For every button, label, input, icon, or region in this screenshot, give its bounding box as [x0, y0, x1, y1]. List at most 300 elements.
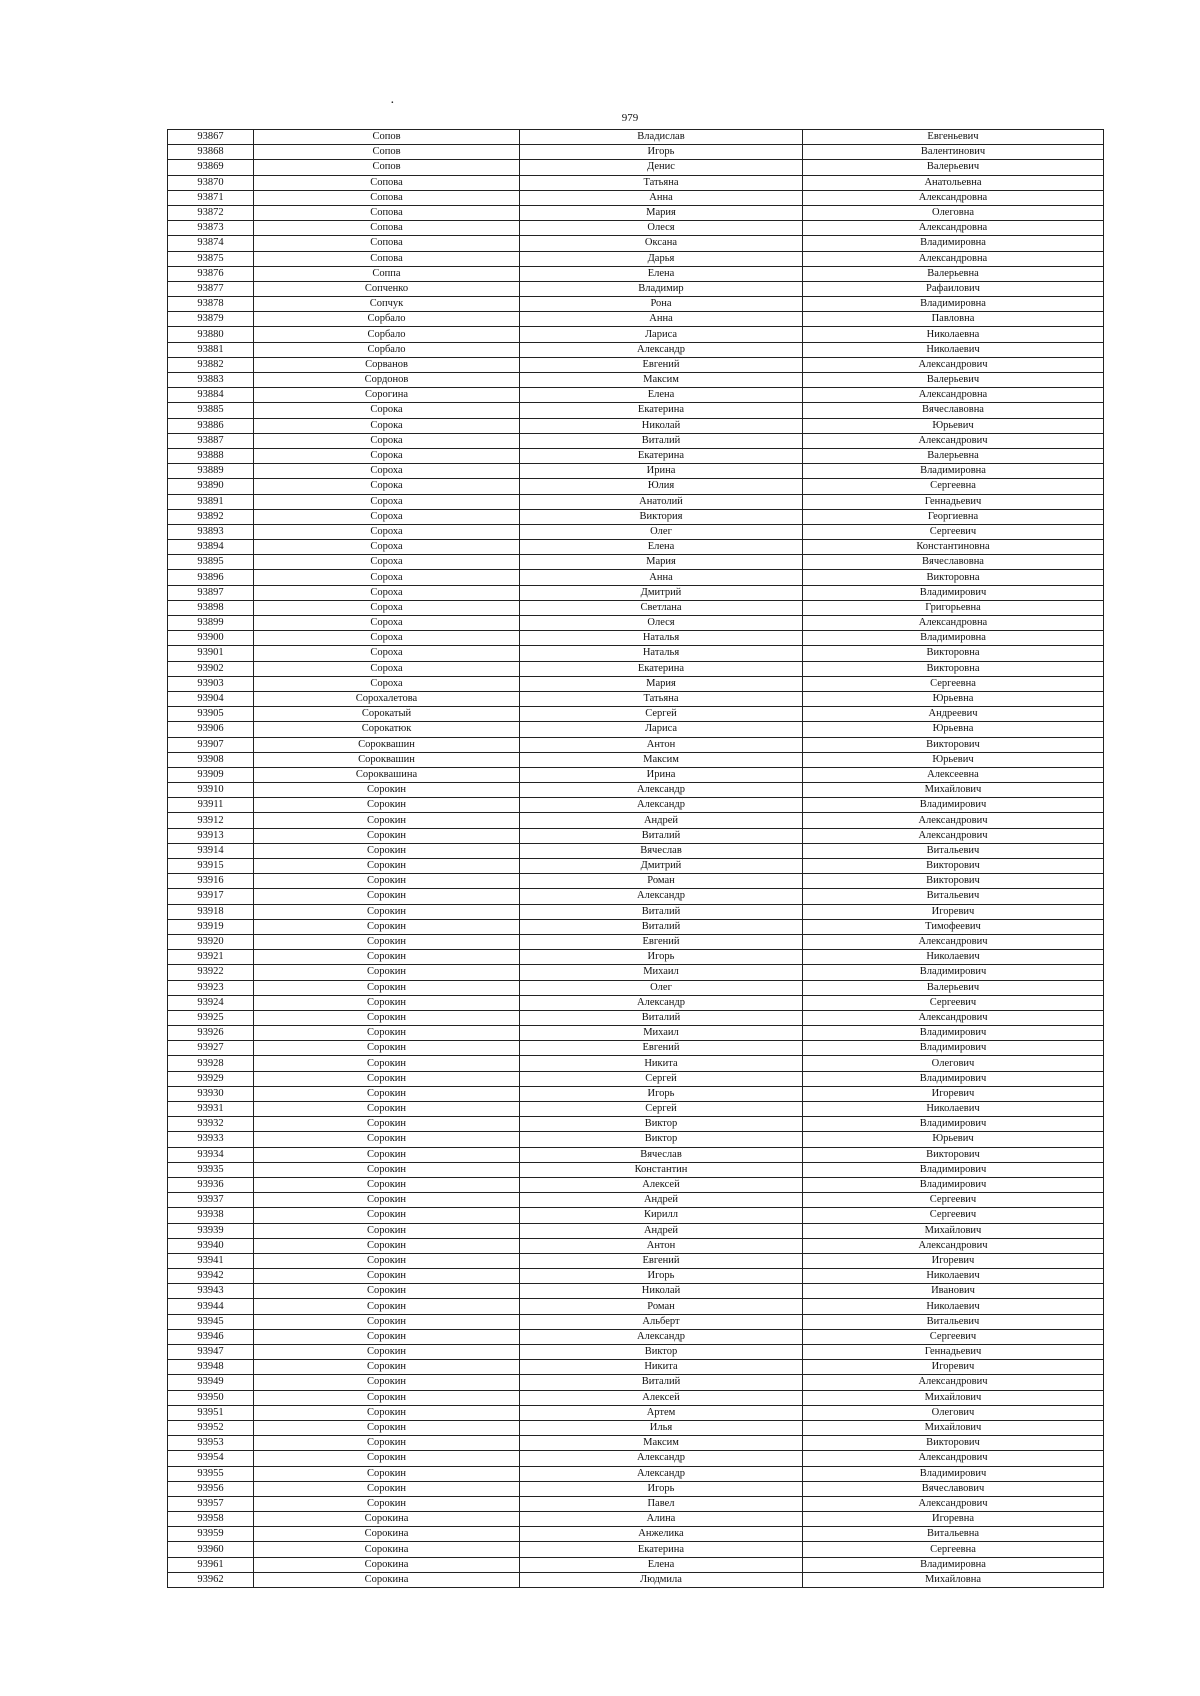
table-row	[168, 965, 1104, 980]
record-number-cell: 93913	[168, 828, 254, 843]
record-number-cell: 93909	[168, 767, 254, 782]
table-row	[168, 342, 1104, 357]
first-name-cell: Никита	[520, 1056, 803, 1071]
table-row	[168, 859, 1104, 874]
record-number-cell: 93901	[168, 646, 254, 661]
record-number-cell: 93868	[168, 145, 254, 160]
table-row	[168, 312, 1104, 327]
table-row	[168, 205, 1104, 220]
patronymic-cell: Владимирович	[803, 1466, 1104, 1481]
table-row	[168, 1269, 1104, 1284]
last-name-cell: Сорокин	[254, 798, 520, 813]
record-number-cell: 93886	[168, 418, 254, 433]
patronymic-cell: Олеговна	[803, 205, 1104, 220]
patronymic-cell: Игоревич	[803, 1086, 1104, 1101]
last-name-cell: Сорокин	[254, 934, 520, 949]
patronymic-cell: Владимирович	[803, 1177, 1104, 1192]
patronymic-cell: Александрович	[803, 813, 1104, 828]
patronymic-cell: Павловна	[803, 312, 1104, 327]
first-name-cell: Виктория	[520, 509, 803, 524]
record-number-cell: 93890	[168, 479, 254, 494]
table-row	[168, 1299, 1104, 1314]
last-name-cell: Сопова	[254, 251, 520, 266]
patronymic-cell: Александрович	[803, 1451, 1104, 1466]
patronymic-cell: Валерьевич	[803, 373, 1104, 388]
patronymic-cell: Александрович	[803, 1010, 1104, 1025]
record-number-cell: 93919	[168, 919, 254, 934]
first-name-cell: Сергей	[520, 1071, 803, 1086]
record-number-cell: 93925	[168, 1010, 254, 1025]
table-row	[168, 130, 1104, 145]
first-name-cell: Людмила	[520, 1572, 803, 1587]
first-name-cell: Ирина	[520, 464, 803, 479]
patronymic-cell: Михайлович	[803, 783, 1104, 798]
patronymic-cell: Евгеньевич	[803, 130, 1104, 145]
last-name-cell: Сорокин	[254, 1223, 520, 1238]
table-row	[168, 464, 1104, 479]
first-name-cell: Екатерина	[520, 448, 803, 463]
first-name-cell: Игорь	[520, 145, 803, 160]
patronymic-cell: Валерьевич	[803, 160, 1104, 175]
record-number-cell: 93940	[168, 1238, 254, 1253]
table-row	[168, 950, 1104, 965]
table-row	[168, 980, 1104, 995]
record-number-cell: 93920	[168, 934, 254, 949]
record-number-cell: 93885	[168, 403, 254, 418]
last-name-cell: Сорокин	[254, 1329, 520, 1344]
last-name-cell: Сорокин	[254, 1496, 520, 1511]
patronymic-cell: Витальевна	[803, 1527, 1104, 1542]
table-row	[168, 889, 1104, 904]
patronymic-cell: Владимировна	[803, 464, 1104, 479]
table-row	[168, 1527, 1104, 1542]
last-name-cell: Сорокин	[254, 813, 520, 828]
last-name-cell: Сорокин	[254, 1405, 520, 1420]
first-name-cell: Вячеслав	[520, 843, 803, 858]
first-name-cell: Альберт	[520, 1314, 803, 1329]
patronymic-cell: Валерьевич	[803, 980, 1104, 995]
first-name-cell: Максим	[520, 373, 803, 388]
patronymic-cell: Сергеевич	[803, 1193, 1104, 1208]
table-row	[168, 934, 1104, 949]
record-number-cell: 93947	[168, 1345, 254, 1360]
table-row	[168, 1329, 1104, 1344]
table-row	[168, 1026, 1104, 1041]
last-name-cell: Сорокин	[254, 1420, 520, 1435]
record-number-cell: 93955	[168, 1466, 254, 1481]
record-number-cell: 93953	[168, 1436, 254, 1451]
record-number-cell: 93962	[168, 1572, 254, 1587]
patronymic-cell: Валерьевна	[803, 266, 1104, 281]
patronymic-cell: Александровна	[803, 388, 1104, 403]
first-name-cell: Ирина	[520, 767, 803, 782]
first-name-cell: Александр	[520, 798, 803, 813]
last-name-cell: Сороквашина	[254, 767, 520, 782]
last-name-cell: Сорокин	[254, 950, 520, 965]
table-row	[168, 1405, 1104, 1420]
patronymic-cell: Владимирович	[803, 1026, 1104, 1041]
table-row	[168, 524, 1104, 539]
first-name-cell: Александр	[520, 995, 803, 1010]
patronymic-cell: Александрович	[803, 433, 1104, 448]
patronymic-cell: Викторовна	[803, 646, 1104, 661]
last-name-cell: Сорванов	[254, 357, 520, 372]
patronymic-cell: Викторович	[803, 1147, 1104, 1162]
patronymic-cell: Сергеевна	[803, 479, 1104, 494]
last-name-cell: Сопова	[254, 190, 520, 205]
table-row	[168, 373, 1104, 388]
first-name-cell: Максим	[520, 752, 803, 767]
record-number-cell: 93871	[168, 190, 254, 205]
last-name-cell: Сорокина	[254, 1572, 520, 1587]
record-number-cell: 93878	[168, 297, 254, 312]
record-number-cell: 93942	[168, 1269, 254, 1284]
first-name-cell: Дмитрий	[520, 859, 803, 874]
last-name-cell: Сорокатый	[254, 707, 520, 722]
last-name-cell: Сорока	[254, 433, 520, 448]
record-number-cell: 93923	[168, 980, 254, 995]
first-name-cell: Михаил	[520, 1026, 803, 1041]
record-number-cell: 93914	[168, 843, 254, 858]
patronymic-cell: Сергеевич	[803, 995, 1104, 1010]
last-name-cell: Сорокина	[254, 1527, 520, 1542]
last-name-cell: Сороха	[254, 676, 520, 691]
names-table	[167, 129, 1104, 1588]
first-name-cell: Владимир	[520, 281, 803, 296]
first-name-cell: Олег	[520, 524, 803, 539]
table-row	[168, 798, 1104, 813]
record-number-cell: 93960	[168, 1542, 254, 1557]
table-row	[168, 1177, 1104, 1192]
table-row	[168, 1572, 1104, 1587]
first-name-cell: Константин	[520, 1162, 803, 1177]
first-name-cell: Роман	[520, 1299, 803, 1314]
last-name-cell: Сороха	[254, 509, 520, 524]
first-name-cell: Лариса	[520, 722, 803, 737]
first-name-cell: Евгений	[520, 1253, 803, 1268]
last-name-cell: Сорокин	[254, 1071, 520, 1086]
last-name-cell: Сопова	[254, 175, 520, 190]
first-name-cell: Мария	[520, 555, 803, 570]
first-name-cell: Игорь	[520, 1086, 803, 1101]
table-row	[168, 509, 1104, 524]
record-number-cell: 93945	[168, 1314, 254, 1329]
table-row	[168, 1056, 1104, 1071]
first-name-cell: Антон	[520, 1238, 803, 1253]
table-row	[168, 1117, 1104, 1132]
first-name-cell: Павел	[520, 1496, 803, 1511]
record-number-cell: 93867	[168, 130, 254, 145]
record-number-cell: 93911	[168, 798, 254, 813]
first-name-cell: Анна	[520, 312, 803, 327]
patronymic-cell: Николаевич	[803, 950, 1104, 965]
last-name-cell: Сопова	[254, 221, 520, 236]
patronymic-cell: Сергеевна	[803, 1542, 1104, 1557]
patronymic-cell: Юрьевич	[803, 418, 1104, 433]
patronymic-cell: Олегович	[803, 1405, 1104, 1420]
last-name-cell: Сорокин	[254, 889, 520, 904]
record-number-cell: 93954	[168, 1451, 254, 1466]
table-row	[168, 1481, 1104, 1496]
record-number-cell: 93943	[168, 1284, 254, 1299]
record-number-cell: 93950	[168, 1390, 254, 1405]
first-name-cell: Елена	[520, 388, 803, 403]
record-number-cell: 93877	[168, 281, 254, 296]
first-name-cell: Дарья	[520, 251, 803, 266]
patronymic-cell: Михайловна	[803, 1572, 1104, 1587]
record-number-cell: 93908	[168, 752, 254, 767]
patronymic-cell: Вячеславович	[803, 1481, 1104, 1496]
record-number-cell: 93938	[168, 1208, 254, 1223]
record-number-cell: 93876	[168, 266, 254, 281]
table-row	[168, 1360, 1104, 1375]
last-name-cell: Сорокин	[254, 828, 520, 843]
last-name-cell: Сорокин	[254, 1451, 520, 1466]
first-name-cell: Игорь	[520, 1269, 803, 1284]
table-row	[168, 1466, 1104, 1481]
last-name-cell: Сопчук	[254, 297, 520, 312]
first-name-cell: Николай	[520, 1284, 803, 1299]
patronymic-cell: Владимировна	[803, 297, 1104, 312]
table-row	[168, 1314, 1104, 1329]
patronymic-cell: Владимировна	[803, 236, 1104, 251]
last-name-cell: Сорокин	[254, 1269, 520, 1284]
patronymic-cell: Валентинович	[803, 145, 1104, 160]
table-row	[168, 1390, 1104, 1405]
record-number-cell: 93928	[168, 1056, 254, 1071]
table-row	[168, 160, 1104, 175]
table-row	[168, 616, 1104, 631]
table-row	[168, 1223, 1104, 1238]
first-name-cell: Сергей	[520, 1102, 803, 1117]
last-name-cell: Сорокатюк	[254, 722, 520, 737]
first-name-cell: Роман	[520, 874, 803, 889]
first-name-cell: Никита	[520, 1360, 803, 1375]
table-row	[168, 737, 1104, 752]
last-name-cell: Сорока	[254, 479, 520, 494]
first-name-cell: Евгений	[520, 357, 803, 372]
last-name-cell: Сорокин	[254, 919, 520, 934]
last-name-cell: Сорокин	[254, 1177, 520, 1192]
patronymic-cell: Викторовна	[803, 570, 1104, 585]
table-row	[168, 691, 1104, 706]
record-number-cell: 93894	[168, 540, 254, 555]
first-name-cell: Олеся	[520, 221, 803, 236]
record-number-cell: 93874	[168, 236, 254, 251]
record-number-cell: 93957	[168, 1496, 254, 1511]
record-number-cell: 93932	[168, 1117, 254, 1132]
patronymic-cell: Александрович	[803, 357, 1104, 372]
record-number-cell: 93884	[168, 388, 254, 403]
table-row	[168, 479, 1104, 494]
record-number-cell: 93958	[168, 1512, 254, 1527]
first-name-cell: Виктор	[520, 1345, 803, 1360]
record-number-cell: 93961	[168, 1557, 254, 1572]
table-row	[168, 828, 1104, 843]
patronymic-cell: Владимирович	[803, 965, 1104, 980]
last-name-cell: Сорбало	[254, 342, 520, 357]
table-row	[168, 783, 1104, 798]
table-row	[168, 874, 1104, 889]
record-number-cell: 93888	[168, 448, 254, 463]
last-name-cell: Сороха	[254, 631, 520, 646]
last-name-cell: Сорокин	[254, 1360, 520, 1375]
last-name-cell: Сордонов	[254, 373, 520, 388]
table-row	[168, 752, 1104, 767]
record-number-cell: 93896	[168, 570, 254, 585]
patronymic-cell: Николаевич	[803, 1299, 1104, 1314]
table-row	[168, 1420, 1104, 1435]
last-name-cell: Сорохалетова	[254, 691, 520, 706]
record-number-cell: 93879	[168, 312, 254, 327]
first-name-cell: Илья	[520, 1420, 803, 1435]
patronymic-cell: Владимировна	[803, 1557, 1104, 1572]
first-name-cell: Алексей	[520, 1177, 803, 1192]
table-row	[168, 540, 1104, 555]
last-name-cell: Сороха	[254, 585, 520, 600]
patronymic-cell: Владимирович	[803, 585, 1104, 600]
table-row	[168, 1436, 1104, 1451]
last-name-cell: Сорокин	[254, 1208, 520, 1223]
first-name-cell: Елена	[520, 1557, 803, 1572]
first-name-cell: Евгений	[520, 934, 803, 949]
patronymic-cell: Григорьевна	[803, 600, 1104, 615]
patronymic-cell: Николаевич	[803, 1269, 1104, 1284]
patronymic-cell: Александровна	[803, 190, 1104, 205]
first-name-cell: Лариса	[520, 327, 803, 342]
table-row	[168, 919, 1104, 934]
table-row	[168, 767, 1104, 782]
table-row	[168, 281, 1104, 296]
first-name-cell: Наталья	[520, 631, 803, 646]
first-name-cell: Александр	[520, 1329, 803, 1344]
table-row	[168, 1010, 1104, 1025]
table-row	[168, 297, 1104, 312]
last-name-cell: Сорокин	[254, 843, 520, 858]
patronymic-cell: Александровна	[803, 251, 1104, 266]
first-name-cell: Александр	[520, 342, 803, 357]
first-name-cell: Андрей	[520, 813, 803, 828]
first-name-cell: Елена	[520, 266, 803, 281]
patronymic-cell: Юрьевна	[803, 722, 1104, 737]
last-name-cell: Сорокина	[254, 1557, 520, 1572]
table-row	[168, 266, 1104, 281]
table-row	[168, 676, 1104, 691]
last-name-cell: Сорокин	[254, 1466, 520, 1481]
last-name-cell: Сорокин	[254, 874, 520, 889]
record-number-cell: 93900	[168, 631, 254, 646]
patronymic-cell: Геннадьевич	[803, 494, 1104, 509]
first-name-cell: Екатерина	[520, 661, 803, 676]
first-name-cell: Анна	[520, 570, 803, 585]
table-row	[168, 357, 1104, 372]
record-number-cell: 93929	[168, 1071, 254, 1086]
last-name-cell: Сорокин	[254, 1193, 520, 1208]
patronymic-cell: Вячеславовна	[803, 555, 1104, 570]
patronymic-cell: Игоревич	[803, 1253, 1104, 1268]
first-name-cell: Дмитрий	[520, 585, 803, 600]
patronymic-cell: Юрьевич	[803, 1132, 1104, 1147]
patronymic-cell: Александровна	[803, 221, 1104, 236]
patronymic-cell: Юрьевна	[803, 691, 1104, 706]
first-name-cell: Кирилл	[520, 1208, 803, 1223]
last-name-cell: Сороха	[254, 616, 520, 631]
first-name-cell: Игорь	[520, 950, 803, 965]
table-row	[168, 995, 1104, 1010]
record-number-cell: 93922	[168, 965, 254, 980]
record-number-cell: 93924	[168, 995, 254, 1010]
table-row	[168, 1512, 1104, 1527]
last-name-cell: Сороха	[254, 570, 520, 585]
first-name-cell: Денис	[520, 160, 803, 175]
first-name-cell: Юлия	[520, 479, 803, 494]
patronymic-cell: Иванович	[803, 1284, 1104, 1299]
names-table-body	[168, 130, 1104, 1588]
patronymic-cell: Игоревич	[803, 1360, 1104, 1375]
first-name-cell: Мария	[520, 205, 803, 220]
record-number-cell: 93935	[168, 1162, 254, 1177]
patronymic-cell: Николаевна	[803, 327, 1104, 342]
first-name-cell: Николай	[520, 418, 803, 433]
table-row	[168, 570, 1104, 585]
first-name-cell: Светлана	[520, 600, 803, 615]
patronymic-cell: Владимирович	[803, 1117, 1104, 1132]
record-number-cell: 93916	[168, 874, 254, 889]
patronymic-cell: Викторович	[803, 874, 1104, 889]
first-name-cell: Рона	[520, 297, 803, 312]
last-name-cell: Сопченко	[254, 281, 520, 296]
patronymic-cell: Владимирович	[803, 798, 1104, 813]
record-number-cell: 93915	[168, 859, 254, 874]
patronymic-cell: Николаевич	[803, 342, 1104, 357]
last-name-cell: Сорока	[254, 418, 520, 433]
first-name-cell: Антон	[520, 737, 803, 752]
first-name-cell: Александр	[520, 889, 803, 904]
table-row	[168, 1557, 1104, 1572]
first-name-cell: Виктор	[520, 1132, 803, 1147]
record-number-cell: 93936	[168, 1177, 254, 1192]
last-name-cell: Сороха	[254, 600, 520, 615]
record-number-cell: 93903	[168, 676, 254, 691]
record-number-cell: 93883	[168, 373, 254, 388]
patronymic-cell: Андреевич	[803, 707, 1104, 722]
first-name-cell: Олег	[520, 980, 803, 995]
patronymic-cell: Михайлович	[803, 1420, 1104, 1435]
first-name-cell: Анна	[520, 190, 803, 205]
last-name-cell: Сорокин	[254, 859, 520, 874]
patronymic-cell: Игоревич	[803, 904, 1104, 919]
patronymic-cell: Викторович	[803, 859, 1104, 874]
table-row	[168, 843, 1104, 858]
table-row	[168, 1253, 1104, 1268]
first-name-cell: Михаил	[520, 965, 803, 980]
table-row	[168, 646, 1104, 661]
record-number-cell: 93906	[168, 722, 254, 737]
record-number-cell: 93891	[168, 494, 254, 509]
table-row	[168, 494, 1104, 509]
record-number-cell: 93870	[168, 175, 254, 190]
last-name-cell: Соппа	[254, 266, 520, 281]
table-row	[168, 1086, 1104, 1101]
last-name-cell: Сороха	[254, 494, 520, 509]
record-number-cell: 93895	[168, 555, 254, 570]
first-name-cell: Александр	[520, 1466, 803, 1481]
record-number-cell: 93934	[168, 1147, 254, 1162]
table-row	[168, 707, 1104, 722]
last-name-cell: Сорокин	[254, 1132, 520, 1147]
table-row	[168, 1542, 1104, 1557]
first-name-cell: Евгений	[520, 1041, 803, 1056]
